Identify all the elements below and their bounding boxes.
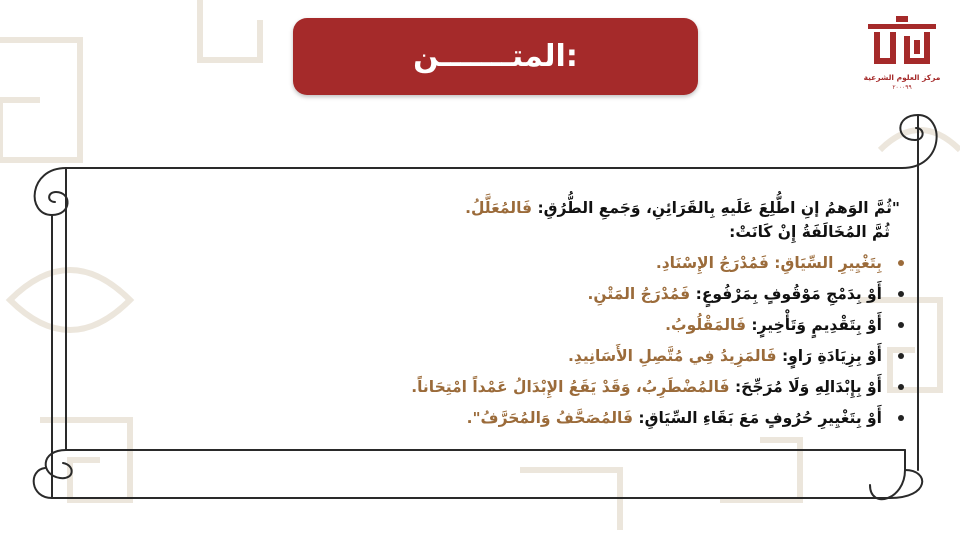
list-item-text: أَوْ بِزِيَادَةِ رَاوٍ: [776, 347, 882, 365]
bullet-dot-icon [898, 384, 904, 390]
bullet-dot-icon [898, 260, 904, 266]
main-text [100, 196, 900, 434]
list-item-text: أَوْ بِدَمْجِ مَوْقُوفٍ بِمَرْفُوعٍ: [690, 285, 882, 303]
logo-subtext: ٢٠٠٠٩٩ [892, 84, 912, 91]
list-item-accent: فَالمَزِيدُ فِي مُتَّصِلِ الأَسَانِيدِ. [568, 347, 777, 365]
bullet-dot-icon [898, 353, 904, 359]
text-line-1 [100, 196, 900, 220]
list-item-text: أَوْ بِإِبْدَالِهِ وَلَا مُرَجِّحَ: [729, 378, 882, 396]
bullet-dot-icon [898, 291, 904, 297]
list-item [100, 310, 900, 341]
bullet-list [100, 248, 900, 434]
text-line-1-main: "ثُمَّ الوَهمُ إنِ اطُّلِعَ عَلَيهِ بِالقَرَائِنِ، وَجَمعِ الطُّرُقِ: [532, 199, 900, 217]
list-item [100, 341, 900, 372]
bullet-dot-icon [898, 415, 904, 421]
list-item-accent: فَالمُضْطَرِبُ، وَقَدْ يَقَعُ الإِبْدَالُ عَمْداً امْتِحَاناً. [411, 378, 730, 396]
logo-caption: مركز العلوم الشرعية [863, 73, 941, 82]
list-item [100, 403, 900, 434]
list-item-accent: فَمُدْرَجُ المَتْنِ. [587, 285, 691, 303]
list-item-accent: فَالمَقْلُوبُ. [665, 316, 747, 334]
list-item-accent: فَالمُصَحَّفُ وَالمُحَرَّفُ". [466, 409, 634, 427]
text-line-1-accent: فَالمُعَلَّلُ. [465, 199, 533, 217]
text-line-2: ثُمَّ المُخَالَفَةُ إِنْ كَانَتْ: [729, 223, 890, 241]
list-item [100, 279, 900, 310]
list-item [100, 372, 900, 403]
list-item-text: أَوْ بِتَقْدِيمٍ وَتَأْخِيرٍ: [746, 316, 882, 334]
list-item [100, 248, 900, 279]
list-item-text: أَوْ بِتَغْيِيرِ حُرُوفٍ مَعَ بَقَاءِ السِّيَاقِ: [633, 409, 882, 427]
list-item-text: بِتَغْيِيرِ السِّيَاقِ: فَمُدْرَجُ الإِسْنَادِ. [655, 254, 882, 272]
page-title: المتـــــــن: [413, 39, 578, 74]
bullet-dot-icon [898, 322, 904, 328]
